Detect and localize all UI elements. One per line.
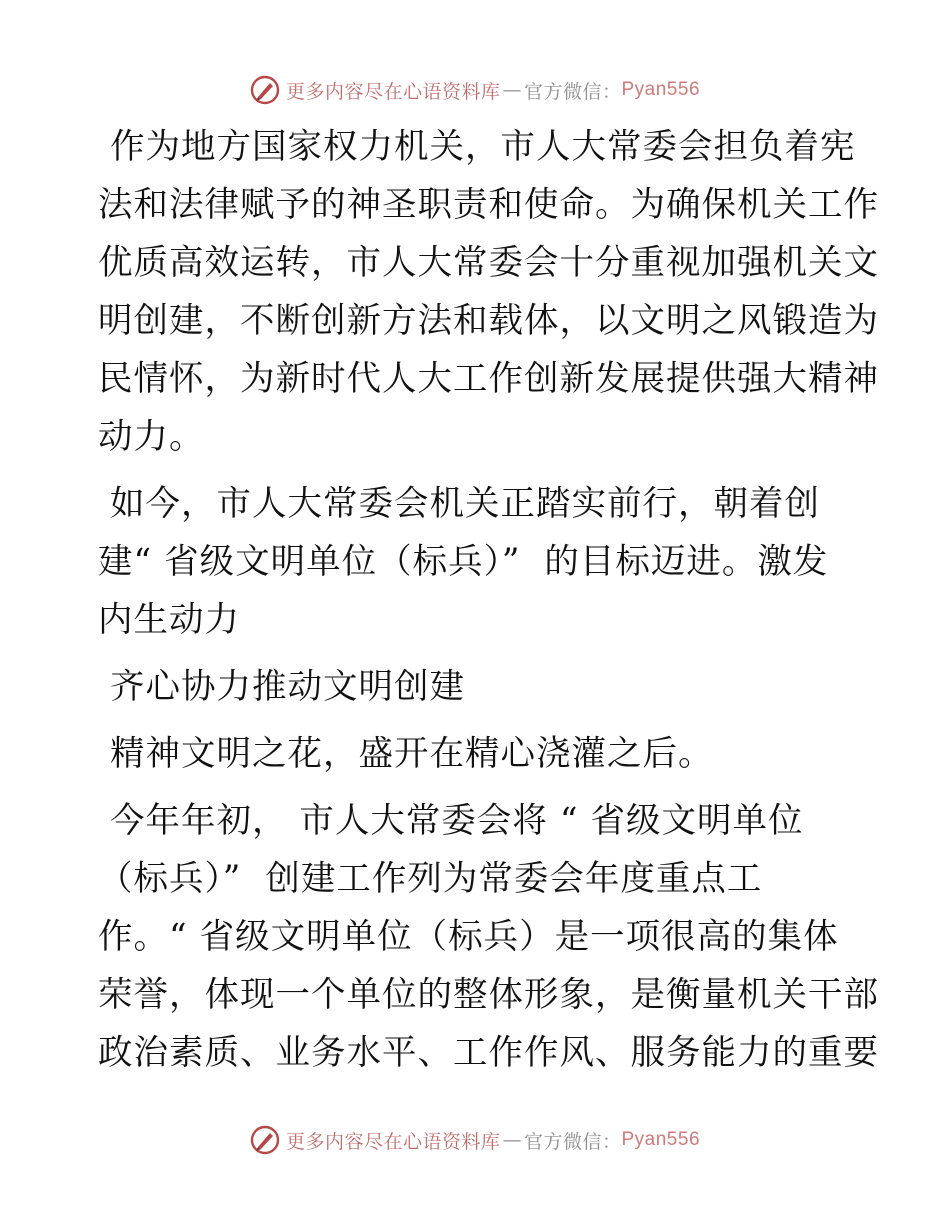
footer-watermark: [0, 1120, 950, 1160]
watermark-dash: —: [502, 1129, 522, 1151]
text-line: 今年年初， 市人大常委会将 “ 省级文明单位: [98, 801, 804, 841]
text-line: 齐心协力推动文明创建: [98, 667, 465, 707]
text-line: 建“ 省级文明单位（标兵）” 的目标迈进。激发: [98, 542, 829, 582]
watermark-wechat-id: Pyan556: [621, 79, 701, 100]
text-line: 政治素质、业务水平、工作作风、服务能力的重要: [98, 1033, 879, 1073]
watermark-dash: —: [502, 79, 522, 101]
text-line: 精神文明之花，盛开在精心浇灌之后。: [98, 734, 714, 774]
paragraph-flower: [98, 725, 858, 783]
text-line: 明创建，不断创新方法和载体，以文明之风锻造为: [98, 301, 879, 341]
text-line: 内生动力: [98, 600, 240, 640]
text-line: 动力。: [98, 417, 205, 457]
pen-logo-icon: [250, 1125, 280, 1155]
paragraph-intro: [98, 118, 879, 466]
document-body: [98, 118, 879, 1091]
text-line: （标兵）” 创建工作列为常委会年度重点工: [98, 859, 763, 899]
watermark-official-text: 官方微信：: [523, 80, 622, 103]
pen-logo-icon: [250, 75, 280, 105]
text-line: 作为地方国家权力机关，市人大常委会担负着宪: [98, 127, 856, 167]
watermark-wechat-id: Pyan556: [621, 1129, 701, 1150]
watermark-brand-text: 更多内容尽在心语资料库: [285, 1130, 501, 1153]
header-watermark: [0, 70, 950, 110]
paragraph-subheading: [98, 658, 858, 716]
paragraph-progress: [98, 475, 858, 649]
text-line: 荣誉，体现一个单位的整体形象，是衡量机关干部: [98, 975, 879, 1015]
text-line: 优质高效运转，市人大常委会十分重视加强机关文: [98, 243, 879, 283]
watermark-brand-text: 更多内容尽在心语资料库: [285, 80, 501, 103]
text-line: 作。“ 省级文明单位（标兵）是一项很高的集体: [98, 917, 839, 957]
watermark-official-text: 官方微信：: [523, 1130, 622, 1153]
text-line: 民情怀，为新时代人大工作创新发展提供强大精神: [98, 359, 879, 399]
text-line: 法和法律赋予的神圣职责和使命。为确保机关工作: [98, 185, 879, 225]
text-line: 如今，市人大常委会机关正踏实前行，朝着创: [98, 484, 820, 524]
paragraph-this-year: [98, 792, 879, 1082]
